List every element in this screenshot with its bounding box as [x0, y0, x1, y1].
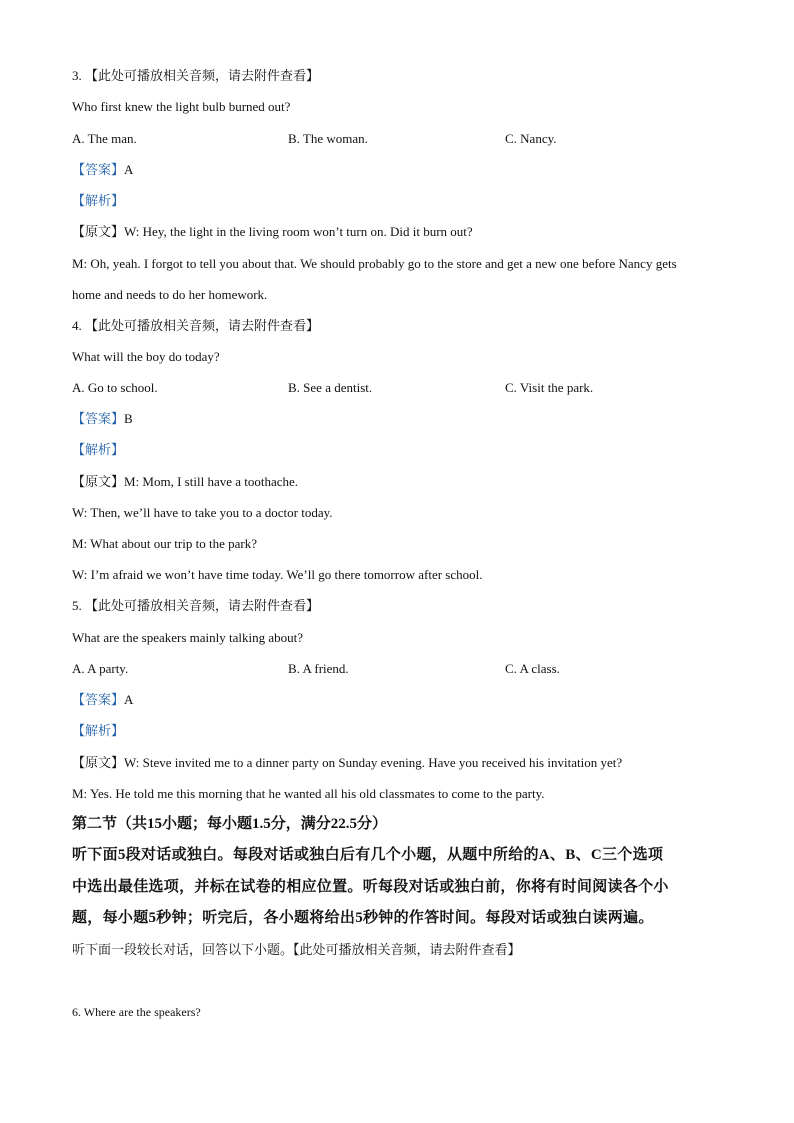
q3-analysis: [72, 192, 124, 210]
q3-analysis-tag: 【解析】: [72, 193, 125, 208]
q3-transcript-line-1: [72, 223, 473, 241]
q4-answer-value: B: [124, 411, 133, 426]
q3-option-b: B. The woman.: [288, 131, 368, 146]
q4-line-3: M: What about our trip to the park?: [72, 536, 257, 551]
q4-option-c: C. Visit the park.: [505, 380, 594, 395]
q4-option-b: B. See a dentist.: [288, 380, 373, 395]
q3-line-3: home and needs to do her homework.: [72, 287, 268, 302]
q5-option-a: A. A party.: [72, 661, 129, 676]
q3-header: 3. 【此处可播放相关音频，请去附件查看】: [72, 68, 320, 83]
q5-original-tag: 【原文】: [72, 755, 125, 770]
q4-original-tag: 【原文】: [72, 474, 125, 489]
q3-option-c: C. Nancy.: [505, 131, 557, 146]
q5-answer-value: A: [124, 692, 134, 707]
q3-question: Who first knew the light bulb burned out?: [72, 99, 291, 114]
q4-line-1: M: Mom, I still have a toothache.: [124, 474, 299, 489]
q4-analysis: [72, 441, 124, 459]
q5-option-c: C. A class.: [505, 661, 560, 676]
section2-title: 第二节（共15小题；每小题1.5分，满分22.5分）: [72, 816, 388, 832]
q3-option-a: A. The man.: [72, 131, 137, 146]
q3-line-1: W: Hey, the light in the living room won’t turn on. Did it burn out?: [124, 224, 473, 239]
q5-answer-tag: 【答案】: [72, 692, 125, 707]
q3-original-tag: 【原文】: [72, 224, 125, 239]
q4-transcript-line-1: [72, 473, 298, 491]
q5-analysis-tag: 【解析】: [72, 723, 125, 738]
q5-transcript-line-1: [72, 754, 622, 772]
q5-option-b: B. A friend.: [288, 661, 349, 676]
q5-answer: [72, 691, 133, 709]
section2-instruction-2: 中选出最佳选项，并标在试卷的相应位置。听每段对话或独白前，你将有时间阅读各个小: [72, 879, 669, 895]
q4-analysis-tag: 【解析】: [72, 442, 125, 457]
q5-header: 5. 【此处可播放相关音频，请去附件查看】: [72, 598, 320, 613]
q3-answer-value: A: [124, 162, 134, 177]
q5-analysis: [72, 722, 124, 740]
section2-instruction-1: 听下面5段对话或独白。每段对话或独白后有几个小题，从题中所给的A、B、C三个选项: [72, 847, 664, 863]
q4-header: 4. 【此处可播放相关音频，请去附件查看】: [72, 318, 320, 333]
q4-line-4: W: I’m afraid we won’t have time today. We’ll go there tomorrow after school.: [72, 567, 483, 582]
q5-line-1: W: Steve invited me to a dinner party on Sunday evening. Have you received his invitation yet?: [124, 755, 623, 770]
q4-line-2: W: Then, we’ll have to take you to a doctor today.: [72, 505, 333, 520]
section2-instruction-3: 题，每小题5秒钟；听完后，各小题将给出5秒钟的作答时间。每段对话或独白读两遍。: [72, 910, 654, 926]
q3-answer-tag: 【答案】: [72, 162, 125, 177]
q3-answer: [72, 161, 133, 179]
q5-line-2: M: Yes. He told me this morning that he wanted all his old classmates to come to the party.: [72, 786, 545, 801]
q4-answer: [72, 410, 133, 428]
q3-line-2: M: Oh, yeah. I forgot to tell you about that. We should probably go to the store and get a new one before Nancy gets: [72, 256, 677, 271]
q4-question: What will the boy do today?: [72, 349, 220, 364]
q5-question: What are the speakers mainly talking about?: [72, 630, 304, 645]
section2-prompt: 听下面一段较长对话，回答以下小题。【此处可播放相关音频，请去附件查看】: [72, 942, 521, 957]
q6-question: 6. Where are the speakers?: [72, 1005, 201, 1019]
q4-option-a: A. Go to school.: [72, 380, 158, 395]
q4-answer-tag: 【答案】: [72, 411, 125, 426]
